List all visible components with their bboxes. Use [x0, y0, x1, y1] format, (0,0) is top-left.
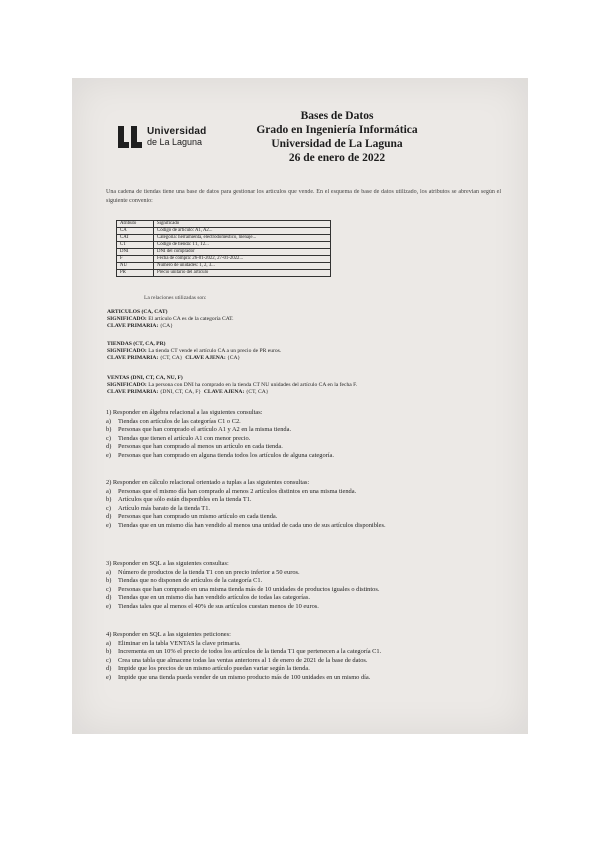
question-text: Tiendas que tienen el artículo A1 con menor precio. — [118, 434, 251, 442]
question-text: Eliminar en la tabla VENTAS la clave primaria. — [118, 639, 241, 647]
question-letter: c) — [106, 656, 111, 664]
ull-logo-icon — [118, 126, 142, 148]
primary-key-label: CLAVE PRIMARIA: — [107, 323, 159, 329]
question-item — [106, 418, 506, 427]
question-item — [106, 435, 506, 444]
legend-header-attr: Atributo — [117, 221, 154, 228]
foreign-key-value: {CA} — [227, 355, 241, 361]
exam-sheet — [72, 78, 528, 734]
section-title: 2) Responder en cálculo relacional orientado a tuplas a las siguientes consultas: — [106, 479, 310, 486]
question-text: Personas que han comprado en una misma tienda más de 10 unidades de productos iguales o distintos. — [118, 585, 380, 593]
question-text: Tiendas que en un mismo día han vendido al menos una unidad de cada uno de sus artículos disponibles. — [118, 521, 386, 529]
legend-meaning: Categoría: herramienta, electrodoméstico, menaje... — [154, 235, 331, 242]
question-item — [106, 594, 506, 603]
logo-line-1: Universidad — [147, 126, 207, 137]
question-letter: b) — [106, 648, 112, 656]
relation-ventas — [107, 375, 357, 396]
legend-attr: CT — [117, 242, 154, 249]
question-text: Tiendas con artículos de las categorías C1 o C2. — [118, 417, 241, 425]
question-text: Tiendas que en un mismo día han vendido artículos de todas las categorías. — [118, 594, 310, 602]
question-letter: e) — [106, 451, 111, 459]
legend-attr: F — [117, 256, 154, 263]
legend-row — [117, 270, 331, 277]
question-text: Número de productos de la tienda T1 con un precio inferior a 50 euros. — [118, 568, 300, 576]
legend-row — [117, 249, 331, 256]
question-item — [106, 603, 506, 612]
question-letter: d) — [106, 594, 112, 602]
legend-meaning: DNI del comprador — [154, 249, 331, 256]
section-title: 1) Responder en álgebra relacional a las siguientes consultas: — [106, 409, 263, 416]
question-text: Artículos que sólo están disponibles en la tienda T1. — [118, 496, 252, 504]
question-item — [106, 443, 506, 452]
legend-row — [117, 235, 331, 242]
section-title: 4) Responder en SQL a las siguientes peticiones: — [106, 631, 231, 638]
question-item — [106, 674, 506, 683]
legend-attr: PR — [117, 270, 154, 277]
legend-meaning: Código de artículo: A1, A2... — [154, 228, 331, 235]
primary-key-value: {CA} — [159, 323, 173, 329]
question-letter: d) — [106, 443, 112, 451]
question-text: Personas que el mismo día han comprado al menos 2 artículos distintos en una misma tienda. — [118, 487, 357, 495]
legend-row — [117, 263, 331, 270]
intro-paragraph: Una cadena de tiendas tiene una base de datos para gestionar los artículos que vende. En el esquema de base de datos utilizado, los atributos se abrevian según el siguiente convenio: — [106, 189, 501, 204]
meaning-label: SIGNIFICADO: — [107, 316, 147, 322]
university-name: Universidad de La Laguna — [271, 138, 403, 150]
question-item — [106, 496, 506, 505]
legend-row — [117, 256, 331, 263]
legend-row — [117, 242, 331, 249]
meaning-text: La persona con DNI ha comprado en la tienda CT NU unidades del artículo CA en la fecha F. — [148, 382, 358, 388]
relation-name: ARTICULOS (CA, CAT) — [107, 309, 168, 315]
section-algebra — [106, 409, 506, 461]
question-letter: a) — [106, 417, 111, 425]
course-title: Bases de Datos — [300, 110, 374, 122]
question-text: Personas que han comprado un mismo artículo en cada tienda. — [118, 513, 278, 521]
question-letter: b) — [106, 496, 112, 504]
question-text: Impide que una tienda pueda vender de un mismo producto más de 100 unidades en un mismo día. — [118, 673, 371, 681]
question-letter: c) — [106, 434, 111, 442]
question-item — [106, 505, 506, 514]
legend-header-row — [117, 221, 331, 228]
meaning-text: La tienda CT vende el artículo CA a un precio de PR euros. — [148, 348, 282, 354]
meaning-label: SIGNIFICADO: — [107, 348, 147, 354]
foreign-key-label: CLAVE AJENA: — [185, 355, 226, 361]
question-letter: a) — [106, 487, 111, 495]
question-text: Incrementa en un 10% el precio de todos los artículos de la tienda T1 que pertenecen a la categoría C1. — [118, 648, 382, 656]
question-letter: c) — [106, 585, 111, 593]
question-text: Artículo más barato de la tienda T1. — [118, 504, 210, 512]
question-item — [106, 657, 506, 666]
logo-line-2: de La Laguna — [147, 137, 203, 147]
primary-key-label: CLAVE PRIMARIA: — [107, 355, 159, 361]
section-title: 3) Responder en SQL a las siguientes consultas: — [106, 560, 229, 567]
question-letter: e) — [106, 521, 111, 529]
question-item — [106, 665, 506, 674]
relation-articulos — [107, 309, 234, 330]
question-item — [106, 577, 506, 586]
exam-date: 26 de enero de 2022 — [288, 152, 386, 164]
question-text: Impide que los precios de un mismo artículo puedan variar según la tienda. — [118, 665, 310, 673]
question-letter: e) — [106, 602, 111, 610]
relation-name: VENTAS (DNI, CT, CA, NU, F) — [107, 375, 183, 381]
question-text: Crea una tabla que almacene todas las ventas anteriores al 1 de enero de 2021 de la base de datos. — [118, 656, 368, 664]
legend-attr: CA — [117, 228, 154, 235]
question-item — [106, 648, 506, 657]
relation-tiendas — [107, 341, 281, 362]
question-letter: d) — [106, 513, 112, 521]
university-logo — [118, 126, 206, 148]
relations-note: La relaciones utilizadas son: — [144, 295, 207, 301]
question-text: Tiendas tales que al menos el 40% de sus artículos cuestan menos de 10 euros. — [118, 602, 319, 610]
question-item — [106, 488, 506, 497]
question-item — [106, 640, 506, 649]
question-letter: b) — [106, 426, 112, 434]
legend-row — [117, 228, 331, 235]
section-sql-queries — [106, 560, 506, 612]
question-letter: d) — [106, 665, 112, 673]
attribute-legend-table — [116, 220, 331, 277]
question-letter: e) — [106, 673, 111, 681]
legend-header-meaning: Significado — [154, 221, 331, 228]
question-item — [106, 569, 506, 578]
question-letter: a) — [106, 568, 111, 576]
question-item — [106, 426, 506, 435]
question-text: Personas que han comprado en alguna tienda todos los artículos de alguna categoría. — [118, 451, 334, 459]
meaning-label: SIGNIFICADO: — [107, 382, 147, 388]
legend-attr: DNI — [117, 249, 154, 256]
question-text: Personas que han comprado el artículo A1 y A2 en la misma tienda. — [118, 426, 292, 434]
foreign-key-value: {CT, CA} — [245, 389, 269, 395]
primary-key-label: CLAVE PRIMARIA: — [107, 389, 159, 395]
legend-meaning: Número de unidades: 1, 2, 3... — [154, 263, 331, 270]
question-text: Personas que han comprado al menos un artículo en cada tienda. — [118, 443, 283, 451]
legend-attr: NU — [117, 263, 154, 270]
question-item — [106, 513, 506, 522]
section-calculo — [106, 479, 506, 531]
legend-meaning: Código de tienda: T1, T2... — [154, 242, 331, 249]
primary-key-value: {DNI, CT, CA, F} — [159, 389, 202, 395]
legend-meaning: Fecha de compra: 26-01-2022, 27-01-2022... — [154, 256, 331, 263]
primary-key-value: {CT, CA} — [159, 355, 183, 361]
question-item — [106, 522, 506, 531]
question-letter: c) — [106, 504, 111, 512]
relation-name: TIENDAS (CT, CA, PR) — [107, 341, 166, 347]
legend-meaning: Precio unitario del artículo — [154, 270, 331, 277]
section-sql-requests — [106, 631, 506, 683]
meaning-text: El artículo CA es de la categoría CAT. — [148, 316, 234, 322]
question-text: Tiendas que no disponen de artículos de la categoría C1. — [118, 577, 263, 585]
question-item — [106, 586, 506, 595]
exam-header — [232, 109, 442, 165]
question-item — [106, 452, 506, 461]
question-letter: b) — [106, 577, 112, 585]
degree-name: Grado en Ingeniería Informática — [256, 124, 418, 136]
question-letter: a) — [106, 639, 111, 647]
foreign-key-label: CLAVE AJENA: — [203, 389, 245, 395]
legend-attr: CAT — [117, 235, 154, 242]
